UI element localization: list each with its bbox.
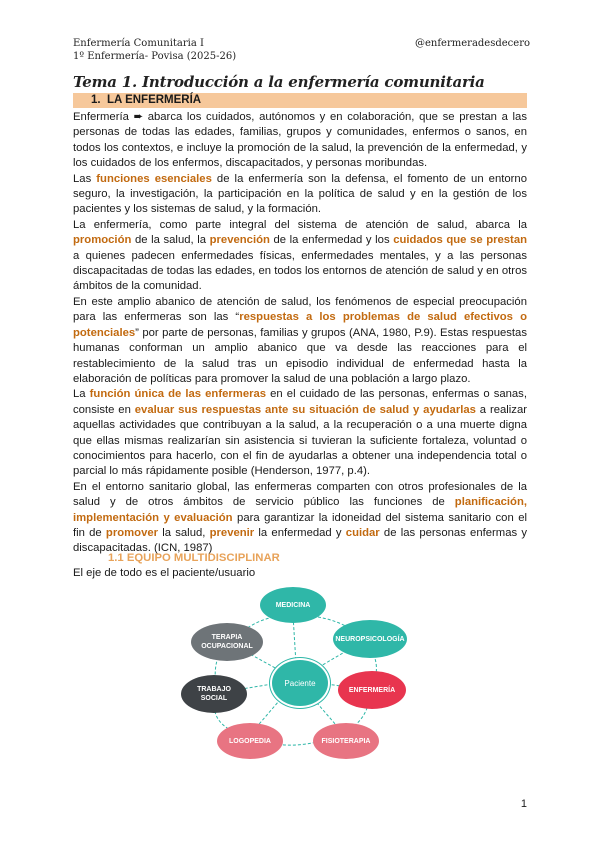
diagram-center-paciente bbox=[270, 658, 330, 708]
subsection-heading: 1.1 EQUIPO MULTIDISCIPLINAR bbox=[108, 552, 280, 564]
course-name: Enfermería Comunitaria I bbox=[73, 38, 204, 49]
highlighted-term: promoción bbox=[73, 234, 132, 247]
node-label: TRABAJO SOCIAL bbox=[197, 686, 231, 702]
page-number: 1 bbox=[520, 798, 527, 810]
text-run: ” por parte de personas, familias y grupos (ANA, 1980, P.9). Estas respuestas humanas conforman un amplio abanico que va desde las reacciones para el restablecimiento de la salud tras un episodio individual de enfermedad hasta la elaboración de políticas para promover la salud de una población a largo plazo. bbox=[73, 326, 527, 385]
diagram-node-terapia-ocupacional bbox=[191, 623, 263, 661]
highlighted-term: funciones esenciales bbox=[96, 172, 212, 185]
highlighted-term: promover bbox=[105, 526, 159, 539]
diagram-node-fisioterapia bbox=[313, 723, 379, 759]
node-label: TERAPIA OCUPACIONAL bbox=[201, 634, 253, 650]
section-number: 1. bbox=[91, 94, 101, 106]
page-title: Tema 1. Introducción a la enfermería comunitaria bbox=[73, 73, 485, 91]
diagram-node-neuropsicologia bbox=[333, 620, 407, 658]
text-run: de la enfermedad y los bbox=[269, 234, 394, 247]
text-run: Enfermería bbox=[73, 111, 134, 123]
text-run: En el entorno sanitario global, las enfermeras comparten con otros profesionales de la salud y de otros ámbitos de servicio público las funciones de bbox=[73, 480, 527, 509]
highlighted-term: planificación, implementación y evaluación bbox=[73, 496, 527, 524]
text-run: Las bbox=[73, 172, 97, 185]
text-run: de las personas enfermas y discapacitadas. (ICN, 1987) bbox=[73, 526, 527, 555]
section-heading-text bbox=[91, 94, 201, 106]
center-label: Paciente bbox=[284, 678, 316, 688]
paragraph bbox=[73, 480, 527, 557]
diagram-node-logopedia bbox=[217, 723, 283, 759]
header-left bbox=[73, 37, 236, 63]
section-heading bbox=[73, 93, 527, 108]
text-run: abarca los cuidados, autónomos y en colaboración, que se prestan a las personas de todas las edades, familias, grupos y comunidades, enfermos o sanos, en todos los contextos, e incluye la promoción de la salud, la prevención de la enfermedad, y los cuidados de los enfermos, discapacitados, y personas moribundas. bbox=[73, 111, 527, 170]
node-label: LOGOPEDIA bbox=[228, 737, 271, 745]
body-text bbox=[73, 110, 527, 557]
text-run: la enfermedad y bbox=[254, 526, 346, 539]
node-label: MEDICINA bbox=[275, 601, 311, 609]
arrow-icon: ➨ bbox=[133, 111, 144, 123]
text-run: la salud, bbox=[158, 526, 210, 539]
diagram-node-enfermeria bbox=[338, 671, 406, 709]
text-run: en el cuidado de las personas, enfermas o sanas, consiste en bbox=[73, 388, 527, 416]
subsection-text: El eje de todo es el paciente/usuario bbox=[73, 567, 256, 579]
diagram-node-medicina bbox=[260, 587, 326, 623]
paragraph bbox=[73, 172, 527, 218]
highlighted-term: cuidar bbox=[345, 526, 380, 539]
highlighted-term: prevenir bbox=[209, 526, 255, 539]
highlighted-term: evaluar sus respuestas ante su situación de salud y ayudarlas bbox=[134, 403, 476, 416]
node-label: FISIOTERAPIA bbox=[321, 737, 371, 745]
course-year: 1º Enfermería- Povisa (2025-26) bbox=[73, 51, 237, 62]
text-run: En este amplio abanico de atención de salud, los fenómenos de especial preocupación para las enfermeras son las “ bbox=[73, 295, 527, 324]
text-run: para garantizar la idoneidad del sistema sanitario con el fin de bbox=[73, 511, 527, 539]
paragraph bbox=[73, 218, 527, 295]
text-run: de la enfermería son la defensa, el fomento de un entorno seguro, la investigación, la participación en la política de salud y en la gestión de los pacientes y los sistemas de salud, y la formación. bbox=[73, 172, 527, 216]
author-handle: @enfermeradesdecero bbox=[415, 38, 530, 49]
text-run: de la salud, la bbox=[131, 234, 210, 247]
highlighted-term: cuidados que se prestan bbox=[393, 234, 527, 247]
text-run: La bbox=[73, 388, 90, 401]
text-run: a realizar aquellas actividades que contribuyan a la salud, a la recuperación o a una muerte digna que ellas mismas realizarían sin asistencia si tuvieran la suficiente fortaleza, voluntad o conocimientos para hacerlo, con el fin de ayudarlas a obtener una independencia total o parcial lo más rápidamente posible (Henderson, 1977, p.4). bbox=[73, 403, 527, 478]
paragraph bbox=[73, 110, 527, 172]
highlighted-term: prevención bbox=[209, 234, 270, 247]
paragraph bbox=[73, 387, 527, 479]
node-label: NEUROPSICOLOGÍA bbox=[335, 635, 405, 643]
paragraph bbox=[73, 295, 527, 387]
node-label: ENFERMERÍA bbox=[348, 686, 396, 694]
text-run: a quienes padecen enfermedades físicas, enfermedades mentales, y a las personas discapacitadas de todas las edades, en todos los entornos de atención de salud y en otros ámbitos de la comunidad. bbox=[73, 249, 527, 293]
highlighted-term: función única de las enfermeras bbox=[89, 388, 267, 401]
text-run: La enfermería, como parte integral del sistema de atención de salud, abarca la bbox=[73, 218, 527, 231]
diagram-node-trabajo-social bbox=[181, 675, 247, 713]
section-label: LA ENFERMERÍA bbox=[106, 94, 202, 106]
highlighted-term: respuestas a los problemas de salud efectivos o potenciales bbox=[73, 311, 527, 339]
multidisciplinary-diagram bbox=[175, 585, 420, 755]
